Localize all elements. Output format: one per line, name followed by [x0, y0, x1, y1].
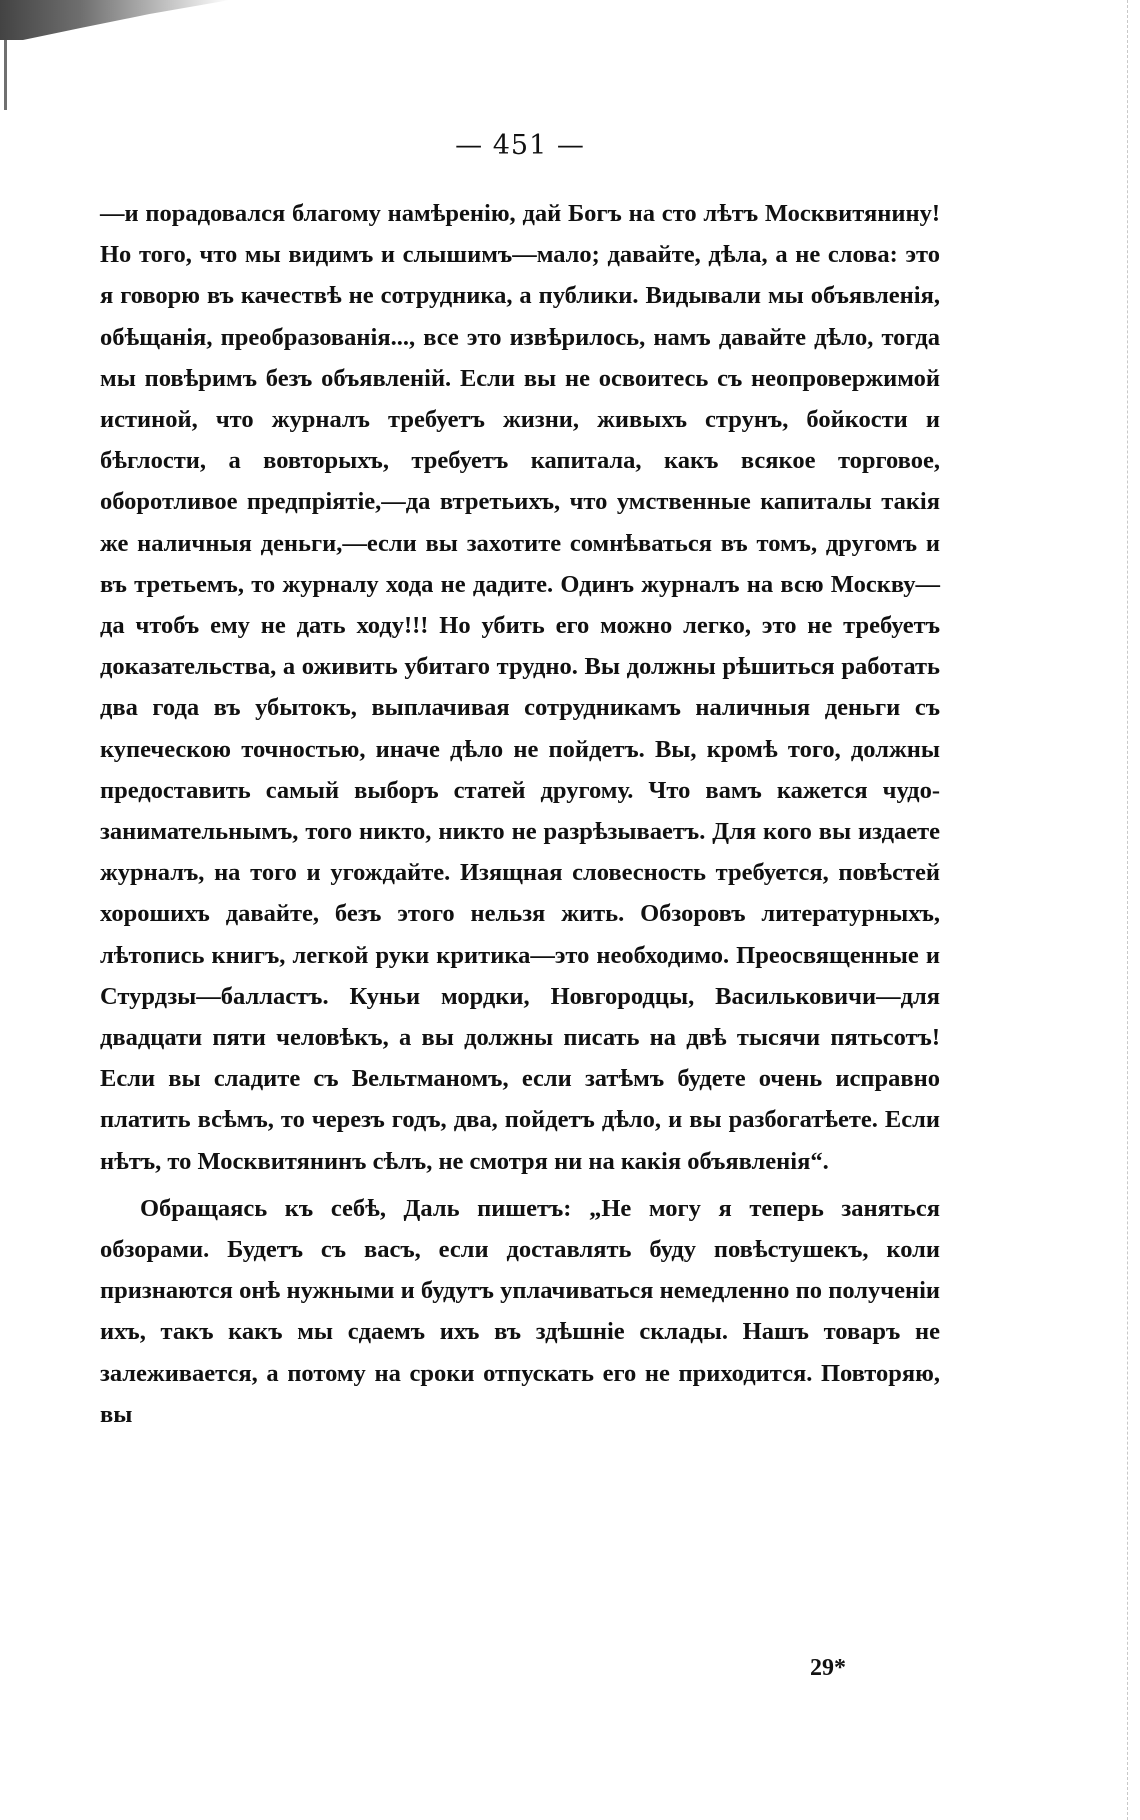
scan-artifact-left [4, 40, 7, 110]
body-text [100, 193, 940, 1435]
signature-mark: 29* [810, 1655, 846, 1681]
page-content [100, 130, 940, 1435]
page-edge [1127, 0, 1128, 1820]
paragraph: Обращаясь къ себѣ, Даль пишетъ: „Не могу я теперь заняться обзорами. Будетъ съ васъ, если доставлять буду повѣстушекъ, коли признаются онѣ нужными и будутъ уплачиваться немедленно по полученіи ихъ, такъ какъ мы сдаемъ ихъ въ здѣшніе склады. Нашъ товаръ не залеживается, а потому на сроки отпускать его не приходится. Повторяю, вы [100, 1194, 940, 1428]
scan-artifact [0, 0, 230, 40]
paragraph: —и порадовался благому намѣренію, дай Богъ на сто лѣтъ Москвитянину! Но того, что мы видимъ и слышимъ—мало; давайте, дѣла, а не слова: это я говорю въ качествѣ не сотрудника, а публики. Видывали мы объявленія, обѣщанія, преобразованія..., все это извѣрилось, намъ давайте дѣло, тогда мы повѣримъ безъ объявленій. Если вы не освоитесь съ неопровержимой истиной, что журналъ требуетъ жизни, живыхъ струнъ, бойкости и бѣглости, а вовторыхъ, требуетъ капитала, какъ всякое торговое, оборотливое предпріятіе,—да втретьихъ, что умственные капиталы такія же наличныя деньги,—если вы захотите сомнѣваться въ томъ, другомъ и въ третьемъ, то журналу хода не дадите. Одинъ журналъ на всю Москву—да чтобъ ему не дать ходу!!! Но убить его можно легко, это не требуетъ доказательства, а оживить убитаго трудно. Вы должны рѣшиться работать два года въ убытокъ, выплачивая сотрудникамъ наличныя деньги съ купеческою точностью, иначе дѣло не пойдетъ. Вы, кромѣ того, должны предоставить самый выборъ статей другому. Что вамъ кажется чудо-занимательнымъ, того никто, никто не разрѣзываетъ. Для кого вы издаете журналъ, на того и угождайте. Изящная словесность требуется, повѣстей хорошихъ давайте, безъ этого нельзя жить. Обзоровъ литературныхъ, лѣтопись книгъ, легкой руки критика—это необходимо. Преосвященные и Стурдзы—балластъ. Куньи мордки, Новгородцы, Васильковичи—для двадцати пяти человѣкъ, а вы должны писать на двѣ тысячи пятьсотъ! Если вы сладите съ Вельтманомъ, если затѣмъ будете очень исправно платить всѣмъ, то черезъ годъ, два, пойдетъ дѣло, и вы разбогатѣете. Если нѣтъ, то Москвитянинъ сѣлъ, не смотря ни на какія объявленія“. [100, 200, 940, 1175]
page-number: — 451 — [455, 130, 585, 161]
